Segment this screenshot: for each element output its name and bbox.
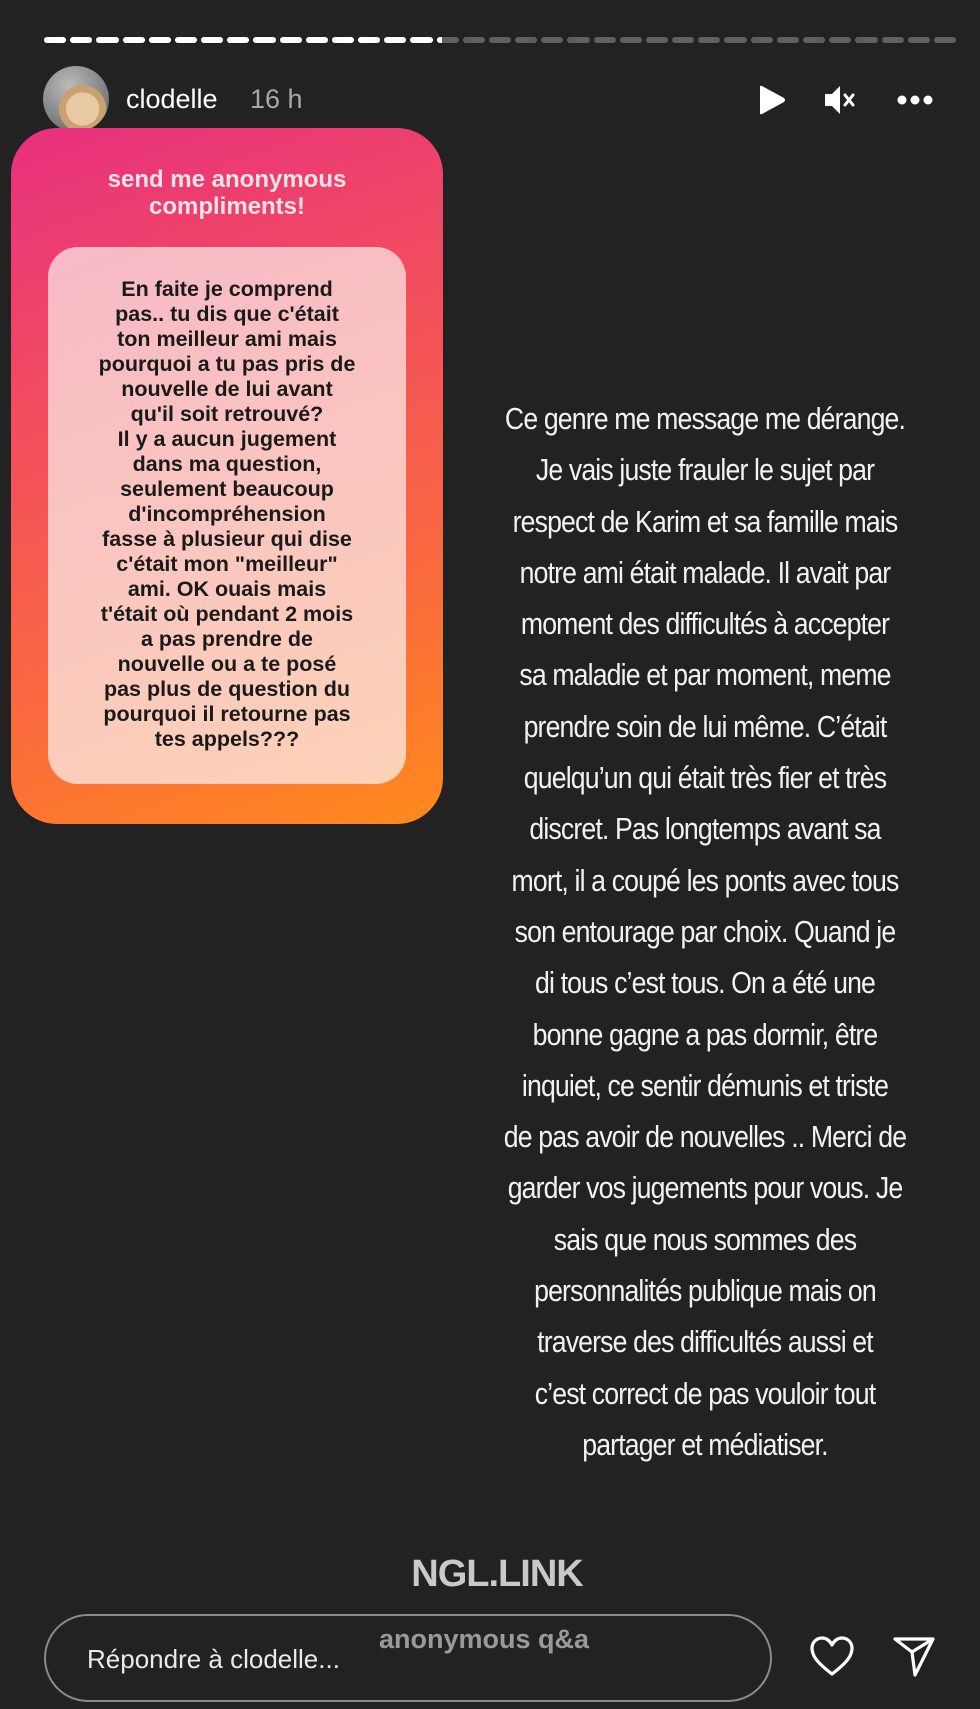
answer-line: discret. Pas longtemps avant sa bbox=[529, 811, 881, 847]
question-line: dans ma question, bbox=[132, 452, 322, 476]
send-icon bbox=[892, 1634, 936, 1678]
answer-line: mort, il a coupé les ponts avec tous bbox=[511, 862, 899, 898]
progress-segment bbox=[280, 37, 302, 43]
progress-segment bbox=[306, 37, 328, 43]
progress-segment bbox=[384, 37, 406, 43]
progress-segment bbox=[123, 37, 145, 43]
sticker-title-line: send me anonymous bbox=[107, 166, 347, 193]
answer-line: garder vos jugements pour vous. Je bbox=[507, 1170, 903, 1206]
progress-segment bbox=[882, 37, 904, 43]
sticker-title bbox=[11, 166, 443, 220]
heart-icon bbox=[809, 1635, 855, 1677]
progress-segment bbox=[44, 37, 66, 43]
question-line: c'était mon "meilleur" bbox=[116, 552, 338, 576]
answer-line: c’est correct de pas vouloir tout bbox=[534, 1375, 876, 1411]
answer-line: Ce genre me message me dérange. bbox=[504, 401, 906, 436]
share-button[interactable] bbox=[890, 1632, 938, 1680]
question-line: qu'il soit retrouvé? bbox=[130, 402, 324, 426]
progress-segment bbox=[515, 37, 537, 43]
progress-segment bbox=[227, 37, 249, 43]
answer-line: notre ami était malade. Il avait par bbox=[519, 554, 891, 590]
sticker-title-line: compliments! bbox=[148, 193, 306, 220]
question-line: pas plus de question du bbox=[103, 677, 351, 701]
progress-segment bbox=[908, 37, 930, 43]
progress-segment bbox=[201, 37, 223, 43]
progress-segment bbox=[803, 37, 825, 43]
progress-segment bbox=[698, 37, 720, 43]
answer-line: sais que nous sommes des bbox=[553, 1221, 857, 1257]
ngl-brand: NGL.LINK bbox=[411, 1553, 583, 1595]
question-line: fasse à plusieur qui dise bbox=[102, 527, 352, 551]
avatar[interactable] bbox=[43, 66, 109, 132]
username[interactable]: clodelle bbox=[126, 84, 218, 114]
progress-segment bbox=[96, 37, 118, 43]
like-button[interactable] bbox=[808, 1632, 856, 1680]
question-line: pourquoi il retourne pas bbox=[103, 702, 351, 726]
play-button[interactable] bbox=[753, 80, 793, 120]
progress-segment bbox=[358, 37, 380, 43]
answer-line: sa maladie et par moment, meme bbox=[519, 657, 891, 693]
progress-segment bbox=[594, 37, 616, 43]
progress-segment bbox=[620, 37, 642, 43]
progress-segment bbox=[751, 37, 773, 43]
more-options-button[interactable] bbox=[895, 80, 935, 120]
question-line: ton meilleur ami mais bbox=[117, 327, 337, 351]
answer-line: traverse des difficultés aussi et bbox=[537, 1324, 873, 1360]
progress-segment bbox=[175, 37, 197, 43]
question-line: En faite je comprend bbox=[121, 277, 333, 301]
answer-text bbox=[450, 393, 960, 1470]
progress-segment bbox=[934, 37, 956, 43]
question-line: ami. OK ouais mais bbox=[127, 577, 327, 601]
progress-segment bbox=[567, 37, 589, 43]
ngl-subtitle: anonymous q&a bbox=[379, 1624, 590, 1654]
question-text bbox=[48, 277, 406, 752]
progress-segment bbox=[437, 37, 459, 43]
progress-segment bbox=[777, 37, 799, 43]
answer-line: di tous c’est tous. On a été une bbox=[534, 965, 876, 1001]
answer-line: Je vais juste frauler le sujet par bbox=[535, 452, 875, 488]
progress-segment bbox=[70, 37, 92, 43]
progress-segment bbox=[149, 37, 171, 43]
reply-placeholder: Répondre à clodelle... bbox=[87, 1644, 340, 1674]
speaker-muted-icon bbox=[822, 83, 858, 117]
question-line: pas.. tu dis que c'était bbox=[115, 302, 339, 326]
answer-line: moment des difficultés à accepter bbox=[520, 606, 890, 642]
question-line: a pas prendre de bbox=[140, 627, 314, 651]
post-time: 16 h bbox=[250, 84, 303, 114]
question-line: tes appels??? bbox=[154, 727, 300, 751]
progress-segment bbox=[410, 37, 432, 43]
progress-segment bbox=[829, 37, 851, 43]
answer-line: quelqu’un qui était très fier et très bbox=[523, 760, 887, 796]
progress-segment bbox=[463, 37, 485, 43]
answer-line: partager et médiatiser. bbox=[582, 1426, 828, 1462]
progress-segment bbox=[855, 37, 877, 43]
answer-line: son entourage par choix. Quand je bbox=[514, 913, 896, 949]
question-box bbox=[48, 247, 406, 784]
question-line: d'incompréhension bbox=[128, 502, 326, 526]
story-progress-bar bbox=[44, 37, 956, 43]
reply-input[interactable] bbox=[44, 1614, 772, 1702]
progress-segment bbox=[672, 37, 694, 43]
question-line: nouvelle de lui avant bbox=[121, 377, 333, 401]
question-line: seulement beaucoup bbox=[120, 477, 334, 501]
progress-segment bbox=[489, 37, 511, 43]
progress-segment bbox=[646, 37, 668, 43]
anonymous-question-sticker bbox=[11, 128, 443, 824]
question-line: t'était où pendant 2 mois bbox=[100, 602, 354, 626]
progress-segment bbox=[724, 37, 746, 43]
more-horizontal-icon bbox=[896, 94, 934, 106]
answer-line: inquiet, ce sentir démunis et triste bbox=[521, 1067, 889, 1103]
question-line: pourquoi a tu pas pris de bbox=[98, 352, 356, 376]
answer-line: respect de Karim et sa famille mais bbox=[512, 503, 898, 539]
answer-line: bonne gagne a pas dormir, être bbox=[532, 1016, 878, 1052]
question-line: Il y a aucun jugement bbox=[117, 427, 337, 451]
answer-line: personnalités publique mais on bbox=[534, 1273, 876, 1309]
play-icon bbox=[758, 83, 788, 117]
progress-segment bbox=[541, 37, 563, 43]
answer-line: prendre soin de lui même. C’était bbox=[523, 708, 887, 744]
progress-segment bbox=[253, 37, 275, 43]
progress-segment bbox=[332, 37, 354, 43]
answer-line: de pas avoir de nouvelles .. Merci de bbox=[503, 1119, 907, 1155]
mute-button[interactable] bbox=[820, 80, 860, 120]
question-line: nouvelle ou a te posé bbox=[117, 652, 337, 676]
